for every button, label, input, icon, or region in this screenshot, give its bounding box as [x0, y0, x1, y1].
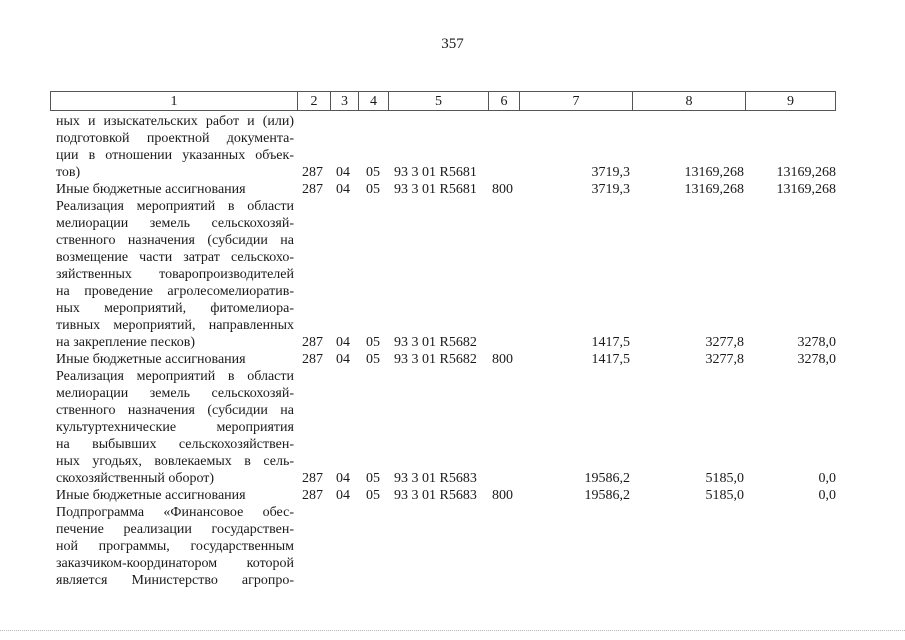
cell-col-2: 287 — [302, 182, 323, 197]
table-body — [0, 113, 905, 589]
row-description: культуртехнические мероприятия — [56, 420, 294, 435]
cell-col-2: 287 — [302, 352, 323, 367]
row-description: тивных мероприятий, направленных — [56, 318, 294, 333]
cell-col-9: 13169,268 — [776, 165, 836, 180]
table-row — [0, 368, 905, 385]
row-description: ственного назначения (субсидии на — [56, 403, 294, 418]
cell-col-6: 800 — [492, 488, 513, 503]
cell-col-4: 05 — [366, 335, 380, 350]
row-description: на проведение агролесомелиоратив- — [56, 284, 294, 299]
header-col-6: 6 — [489, 92, 520, 110]
row-description: ной программы, государственным — [56, 539, 294, 554]
row-description: ных мероприятий, фитомелиора- — [56, 301, 294, 316]
row-description: Иные бюджетные ассигнования — [56, 182, 246, 197]
cell-col-4: 05 — [366, 352, 380, 367]
cell-col-8: 3277,8 — [705, 335, 744, 350]
cell-col-7: 19586,2 — [584, 488, 630, 503]
cell-col-3: 04 — [336, 352, 350, 367]
cell-col-5: 93 3 01 R5683 — [394, 471, 477, 486]
row-description: ственного назначения (субсидии на — [56, 233, 294, 248]
row-description: Иные бюджетные ассигнования — [56, 352, 246, 367]
row-description: Подпрограмма «Финансовое обес- — [56, 505, 294, 520]
header-col-9: 9 — [787, 94, 794, 109]
table-row — [0, 283, 905, 300]
table-row — [0, 555, 905, 572]
header-col-4: 4 — [359, 92, 389, 110]
row-description: ных угодьях, вовлекаемых в сель- — [56, 454, 294, 469]
cell-col-8: 5185,0 — [705, 488, 744, 503]
table-row — [0, 521, 905, 538]
table-row — [0, 300, 905, 317]
table-header — [50, 91, 836, 111]
cell-col-7: 1417,5 — [591, 352, 630, 367]
table-row — [0, 113, 905, 130]
cell-col-3: 04 — [336, 471, 350, 486]
page-number: 357 — [441, 36, 464, 52]
cell-col-5: 93 3 01 R5682 — [394, 335, 477, 350]
table-row — [0, 215, 905, 232]
table-row — [0, 487, 905, 504]
row-description: ции в отношении указанных объек- — [56, 148, 294, 163]
header-col-3: 3 — [331, 92, 359, 110]
cell-col-5: 93 3 01 R5683 — [394, 488, 477, 503]
row-description: мелиорации земель сельскохозяй- — [56, 216, 294, 231]
row-description: заказчиком-координатором которой — [56, 556, 294, 571]
table-row — [0, 351, 905, 368]
table-row — [0, 402, 905, 419]
table-row — [0, 334, 905, 351]
table-row — [0, 538, 905, 555]
row-description: скохозяйственный оборот) — [56, 471, 215, 486]
cell-col-9: 13169,268 — [776, 182, 836, 197]
cell-col-3: 04 — [336, 165, 350, 180]
row-description: подготовкой проектной документа- — [56, 131, 294, 146]
table-row — [0, 419, 905, 436]
cell-col-2: 287 — [302, 335, 323, 350]
row-description: возмещение части затрат сельскохо- — [56, 250, 294, 265]
row-description: на выбывших сельскохозяйствен- — [56, 437, 294, 452]
row-description: ных и изыскательских работ и (или) — [56, 114, 294, 129]
table-row — [0, 470, 905, 487]
cell-col-2: 287 — [302, 488, 323, 503]
header-col-2: 2 — [298, 92, 331, 110]
cell-col-3: 04 — [336, 335, 350, 350]
cell-col-9: 0,0 — [818, 488, 836, 503]
cell-col-8: 5185,0 — [705, 471, 744, 486]
table-row — [0, 232, 905, 249]
table-row — [0, 385, 905, 402]
table-row — [0, 266, 905, 283]
row-description: тов) — [56, 165, 81, 180]
table-row — [0, 453, 905, 470]
cell-col-3: 04 — [336, 488, 350, 503]
row-description: Реализация мероприятий в области — [56, 199, 294, 214]
header-col-7: 7 — [520, 92, 633, 110]
row-description: Иные бюджетные ассигнования — [56, 488, 246, 503]
cell-col-2: 287 — [302, 471, 323, 486]
cell-col-4: 05 — [366, 182, 380, 197]
scan-artifact-line — [0, 630, 905, 632]
table-row — [0, 317, 905, 334]
cell-col-5: 93 3 01 R5682 — [394, 352, 477, 367]
table-row — [0, 130, 905, 147]
row-description: Реализация мероприятий в области — [56, 369, 294, 384]
table-row — [0, 436, 905, 453]
row-description: на закрепление песков) — [56, 335, 195, 350]
cell-col-9: 3278,0 — [797, 352, 836, 367]
cell-col-9: 0,0 — [818, 471, 836, 486]
cell-col-2: 287 — [302, 165, 323, 180]
cell-col-5: 93 3 01 R5681 — [394, 182, 477, 197]
cell-col-8: 13169,268 — [684, 165, 744, 180]
cell-col-6: 800 — [492, 352, 513, 367]
table-row — [0, 572, 905, 589]
cell-col-7: 19586,2 — [584, 471, 630, 486]
row-description: мелиорации земель сельскохозяй- — [56, 386, 294, 401]
table-row — [0, 504, 905, 521]
cell-col-3: 04 — [336, 182, 350, 197]
cell-col-6: 800 — [492, 182, 513, 197]
table-row — [0, 164, 905, 181]
header-col-1: 1 — [51, 92, 298, 110]
cell-col-8: 3277,8 — [705, 352, 744, 367]
row-description: является Министерство агропро- — [56, 573, 294, 588]
table-row — [0, 147, 905, 164]
row-description: зяйственных товаропроизводителей — [56, 267, 294, 282]
cell-col-9: 3278,0 — [797, 335, 836, 350]
cell-col-4: 05 — [366, 488, 380, 503]
row-description: печение реализации государствен- — [56, 522, 294, 537]
header-col-8: 8 — [633, 92, 746, 110]
table-row — [0, 181, 905, 198]
cell-col-7: 3719,3 — [591, 182, 630, 197]
cell-col-7: 1417,5 — [591, 335, 630, 350]
table-row — [0, 198, 905, 215]
cell-col-8: 13169,268 — [684, 182, 744, 197]
cell-col-4: 05 — [366, 165, 380, 180]
cell-col-4: 05 — [366, 471, 380, 486]
cell-col-7: 3719,3 — [591, 165, 630, 180]
header-col-5: 5 — [389, 92, 489, 110]
cell-col-5: 93 3 01 R5681 — [394, 165, 477, 180]
table-row — [0, 249, 905, 266]
